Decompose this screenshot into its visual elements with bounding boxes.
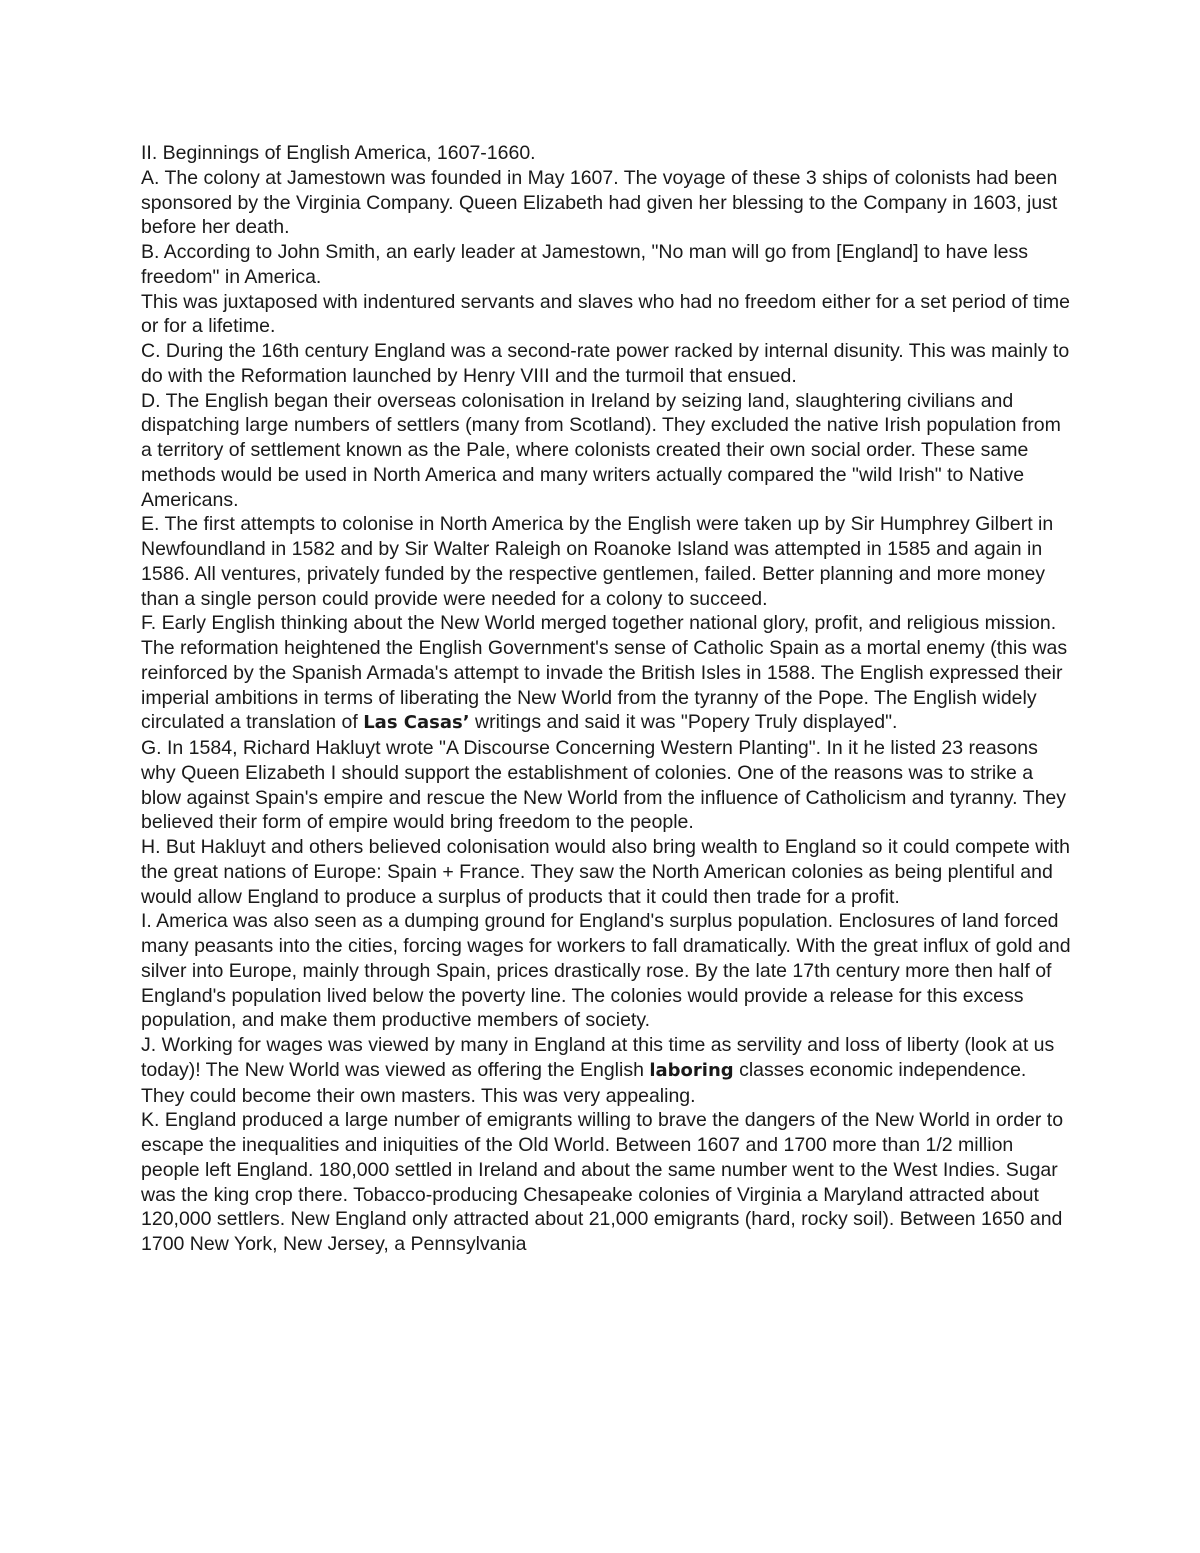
paragraph-a: A. The colony at Jamestown was founded in May 1607. The voyage of these 3 ships of colonists had been sponsored by the Virginia Company. Queen Elizabeth had given her blessing to the Company in 1603, just before her death. [141, 166, 1058, 239]
paragraph-j [141, 1033, 1071, 1108]
laboring-emphasis: laboring [649, 1059, 734, 1081]
paragraph-h: H. But Hakluyt and others believed colonisation would also bring wealth to England so it could compete with the great nations of Europe: Spain + France. They saw the North American colonies as being plentiful and would allow England to produce a surplus of products that it could then trade for a profit. [141, 836, 1070, 908]
paragraph-e: E. The first attempts to colonise in North America by the English were taken up by Sir Humphrey Gilbert in Newfoundland in 1582 and by Sir Walter Raleigh on Roanoke Island was attempted in 1585 and again in 1586. All ventures, privately funded by the respective gentlemen, failed. Better planning and more money than a single person could provide were needed for a colony to succeed. [141, 513, 1054, 610]
paragraph-i: I. America was also seen as a dumping ground for England's surplus population. Enclosures of land forced many peasants into the cities, forcing wages for workers to fall dramatically. With the great influx of gold and silver into Europe, mainly through Spain, prices drastically rose. By the late 17th century more then half of England's population lived below the poverty line. The colonies would provide a release for this excess population, and make them productive members of society. [141, 910, 1071, 1032]
section-heading: II. Beginnings of English America, 1607-1660. [141, 142, 536, 164]
paragraph-b: B. According to John Smith, an early leader at Jamestown, "No man will go from [England] to have less freedom" in America. [141, 241, 1029, 288]
paragraph-d: D. The English began their overseas colonisation in Ireland by seizing land, slaughtering civilians and dispatching large numbers of settlers (many from Scotland). They excluded the native Irish population from a territory of settlement known as the Pale, where colonists created their own social order. These same methods would be used in North America and many writers actually compared the "wild Irish" to Native Americans. [141, 389, 1061, 511]
paragraph-c: C. During the 16th century England was a second-rate power racked by internal disunity. This was mainly to do with the Reformation launched by Henry VIII and the turmoil that ensued. [141, 340, 1070, 387]
document-body [141, 141, 1071, 1257]
paragraph-j-text-after: classes economic independence. They could become their own masters. This was very appealing. [141, 1058, 1027, 1107]
paragraph-f-text-before: F. Early English thinking about the New World merged together national glory, profit, and religious mission. The reformation heightened the English Government's sense of Catholic Spain as a mortal enemy (this was reinforced by the Spanish Armada's attempt to invade the British Isles in 1588. The English expressed their imperial ambitions in terms of liberating the New World from the tyranny of the Pope. The English widely circulated a translation of [141, 612, 1068, 734]
las-casas-emphasis: Las Casas’ [363, 712, 470, 734]
paragraph-g: G. In 1584, Richard Hakluyt wrote "A Discourse Concerning Western Planting". In it he listed 23 reasons why Queen Elizabeth I should support the establishment of colonies. One of the reasons was to strike a blow against Spain's empire and rescue the New World from the influence of Catholicism and tyranny. They believed their form of empire would bring freedom to the people. [141, 737, 1067, 834]
paragraph-f [141, 611, 1071, 736]
paragraph-f-text-after: writings and said it was "Popery Truly displayed". [469, 711, 898, 734]
paragraph-k: K. England produced a large number of emigrants willing to brave the dangers of the New World in order to escape the inequalities and iniquities of the Old World. Between 1607 and 1700 more than 1/2 million people left England. 180,000 settled in Ireland and about the same number went to the West Indies. Sugar was the king crop there. Tobacco-producing Chesapeake colonies of Virginia a Maryland attracted about 120,000 settlers. New England only attracted about 21,000 emigrants (hard, rocky soil). Between 1650 and 1700 New York, New Jersey, a Pennsylvania [141, 1109, 1064, 1255]
paragraph-j-text-before: J. Working for wages was viewed by many in England at this time as servility and loss of liberty (look at us today)! The New World was viewed as offering the English [141, 1034, 1055, 1081]
paragraph-b-continued: This was juxtaposed with indentured servants and slaves who had no freedom either for a set period of time or for a lifetime. [141, 290, 1070, 338]
